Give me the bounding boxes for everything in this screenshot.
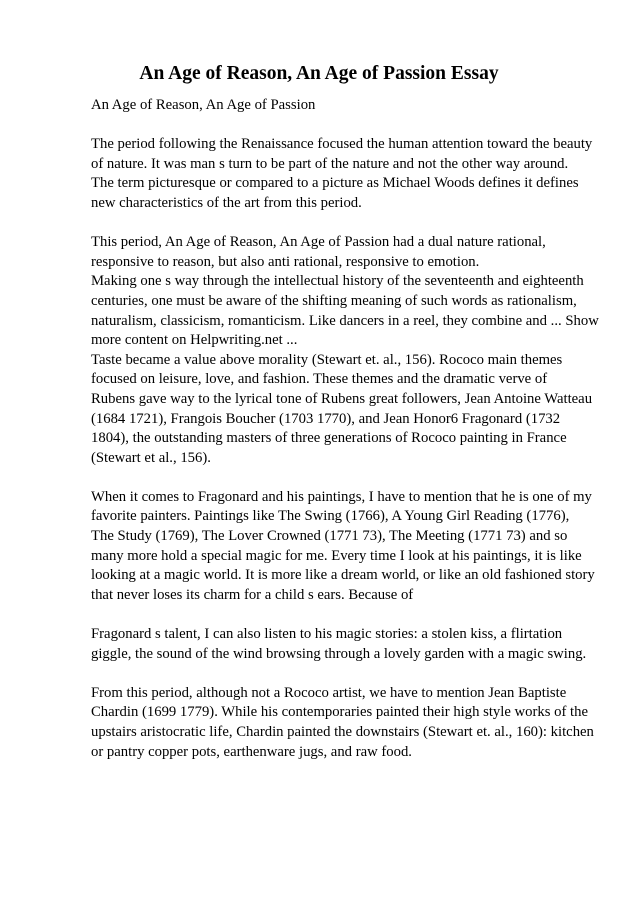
text-line: This period, An Age of Reason, An Age of Passion had a dual nature rational, [91, 234, 546, 251]
text-line: Taste became a value above morality (Stewart et. al., 156). Rococo main themes [91, 351, 563, 368]
text-line: naturalism, classicism, romanticism. Like dancers in a reel, they combine and ... Show [91, 312, 599, 329]
text-line: more content on Helpwriting.net ... [91, 332, 298, 349]
paragraph [91, 488, 601, 606]
text-line: centuries, one must be aware of the shifting meaning of such words as rationalism, [91, 292, 577, 309]
text-line: responsive to reason, but also anti rational, responsive to emotion. [91, 253, 480, 270]
text-line: An Age of Reason, An Age of Passion [91, 97, 316, 113]
text-line: upstairs aristocratic life, Chardin painted the downstairs (Stewart et. al., 160): kitchen [91, 724, 594, 740]
text-line: (Stewart et al., 156). [91, 449, 211, 466]
text-line: (1684 1721), Frangois Boucher (1703 1770), and Jean Honor6 Fragonard (1732 [91, 410, 561, 427]
paragraph [91, 625, 601, 664]
text-line: Chardin (1699 1779). While his contemporaries painted their high style works of the [91, 704, 588, 721]
text-line: From this period, although not a Rococo artist, we have to mention Jean Baptiste [91, 684, 567, 701]
text-line: The Study (1769), The Lover Crowned (1771 73), The Meeting (1771 73) and so [91, 528, 568, 545]
text-line: looking at a magic world. It is more like a dream world, or like an old fashioned story [91, 567, 595, 584]
document-body [91, 96, 601, 782]
text-line: many more hold a special magic for me. Every time I look at his paintings, it is like [91, 547, 582, 564]
text-line: giggle, the sound of the wind browsing through a lovely garden with a magic swing. [91, 645, 587, 662]
text-line: 1804), the outstanding masters of three generations of Rococo painting in France [91, 430, 567, 447]
text-line: new characteristics of the art from this period. [91, 194, 362, 211]
text-line: that never loses its charm for a child s ears. Because of [91, 586, 414, 603]
paragraph [91, 135, 601, 213]
text-line: or pantry copper pots, earthenware jugs, and raw food. [91, 743, 412, 760]
text-line: The period following the Renaissance focused the human attention toward the beauty [91, 136, 593, 153]
text-line: When it comes to Fragonard and his paintings, I have to mention that he is one of my [91, 488, 592, 505]
text-line: Fragonard s talent, I can also listen to his magic stories: a stolen kiss, a flirtation [91, 626, 563, 643]
text-line: The term picturesque or compared to a picture as Michael Woods defines it defines [91, 175, 579, 192]
text-line: favorite painters. Paintings like The Swing (1766), A Young Girl Reading (1776), [91, 508, 570, 525]
paragraph [91, 684, 601, 762]
text-line: Rubens gave way to the lyrical tone of Rubens great followers, Jean Antoine Watteau [91, 390, 593, 407]
document-title: An Age of Reason, An Age of Passion Essay [139, 63, 499, 84]
text-line: Making one s way through the intellectual history of the seventeenth and eighteenth [91, 273, 584, 290]
paragraph [91, 96, 601, 116]
text-line: focused on leisure, love, and fashion. These themes and the dramatic verve of [91, 371, 548, 388]
paragraph [91, 233, 601, 468]
text-line: of nature. It was man s turn to be part of the nature and not the other way around. [91, 155, 569, 172]
